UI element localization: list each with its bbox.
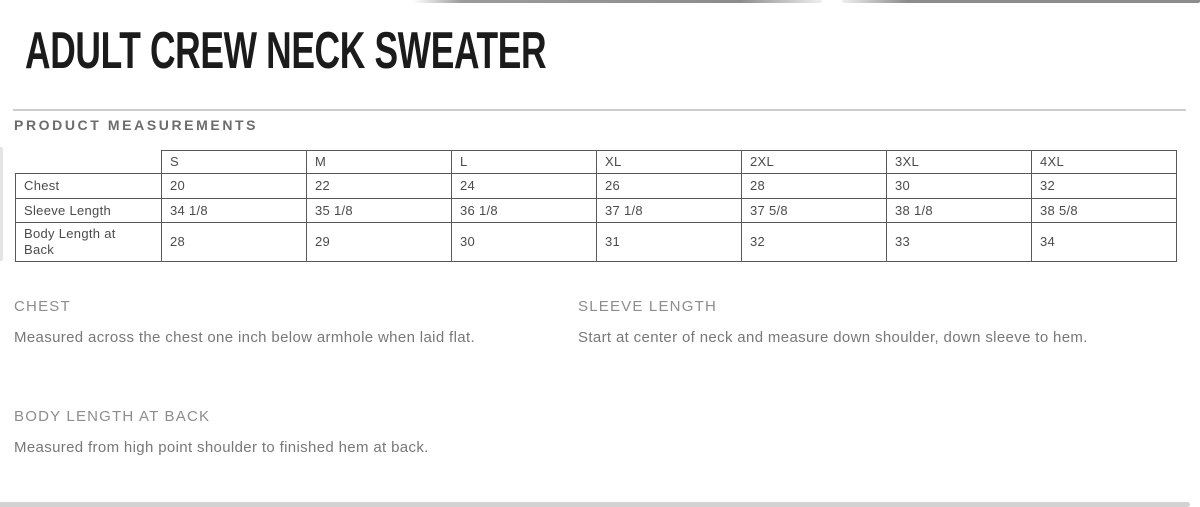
chest-value-2xl: 28 (742, 174, 887, 199)
bottom-horizontal-rule (0, 502, 1190, 507)
body-length-value-4xl: 34 (1032, 223, 1177, 262)
body-length-value-2xl: 32 (742, 223, 887, 262)
chest-value-m: 22 (307, 174, 452, 199)
table-corner-cell (16, 151, 162, 174)
top-edge-artifact-left (413, 0, 822, 3)
row-label-body-length: Body Length at Back (16, 223, 162, 262)
chest-value-xl: 26 (597, 174, 742, 199)
definition-chest (14, 297, 554, 351)
chest-value-4xl: 32 (1032, 174, 1177, 199)
sleeve-value-2xl: 37 5/8 (742, 199, 887, 223)
section-heading: PRODUCT MEASUREMENTS (14, 117, 259, 133)
chest-value-s: 20 (162, 174, 307, 199)
chest-value-l: 24 (452, 174, 597, 199)
column-header-m: M (307, 151, 452, 174)
definition-body-length-heading: BODY LENGTH AT BACK (14, 408, 211, 425)
definition-chest-text: Measured across the chest one inch below armhole when laid flat. (14, 329, 475, 346)
body-length-value-s: 28 (162, 223, 307, 262)
table-row-body-length (16, 223, 1177, 262)
sleeve-value-l: 36 1/8 (452, 199, 597, 223)
sleeve-value-m: 35 1/8 (307, 199, 452, 223)
definition-chest-heading: CHEST (14, 298, 71, 315)
body-length-value-xl: 31 (597, 223, 742, 262)
column-header-l: L (452, 151, 597, 174)
table-row-sleeve-length (16, 199, 1177, 223)
row-label-chest: Chest (16, 174, 162, 199)
definition-body-length (14, 407, 554, 461)
column-header-2xl: 2XL (742, 151, 887, 174)
chest-value-3xl: 30 (887, 174, 1032, 199)
sleeve-value-4xl: 38 5/8 (1032, 199, 1177, 223)
definition-body-length-text: Measured from high point shoulder to finished hem at back. (14, 439, 429, 456)
table-row-chest (16, 174, 1177, 199)
definition-sleeve-length-heading: SLEEVE LENGTH (578, 298, 717, 315)
definition-sleeve-length-text: Start at center of neck and measure down shoulder, down sleeve to hem. (578, 329, 1088, 346)
row-label-sleeve-length: Sleeve Length (16, 199, 162, 223)
column-header-4xl: 4XL (1032, 151, 1177, 174)
definition-sleeve-length (578, 297, 1103, 351)
body-length-value-l: 30 (452, 223, 597, 262)
top-edge-artifact-right (842, 0, 1200, 3)
sleeve-value-3xl: 38 1/8 (887, 199, 1032, 223)
body-length-value-m: 29 (307, 223, 452, 262)
page-title: ADULT CREW NECK SWEATER (25, 22, 547, 80)
left-edge-artifact (0, 147, 3, 261)
section-divider-line (13, 109, 1186, 111)
column-header-3xl: 3XL (887, 151, 1032, 174)
column-header-xl: XL (597, 151, 742, 174)
size-chart-table (15, 150, 1177, 262)
sleeve-value-xl: 37 1/8 (597, 199, 742, 223)
sleeve-value-s: 34 1/8 (162, 199, 307, 223)
size-header-row (16, 151, 1177, 174)
body-length-value-3xl: 33 (887, 223, 1032, 262)
column-header-s: S (162, 151, 307, 174)
